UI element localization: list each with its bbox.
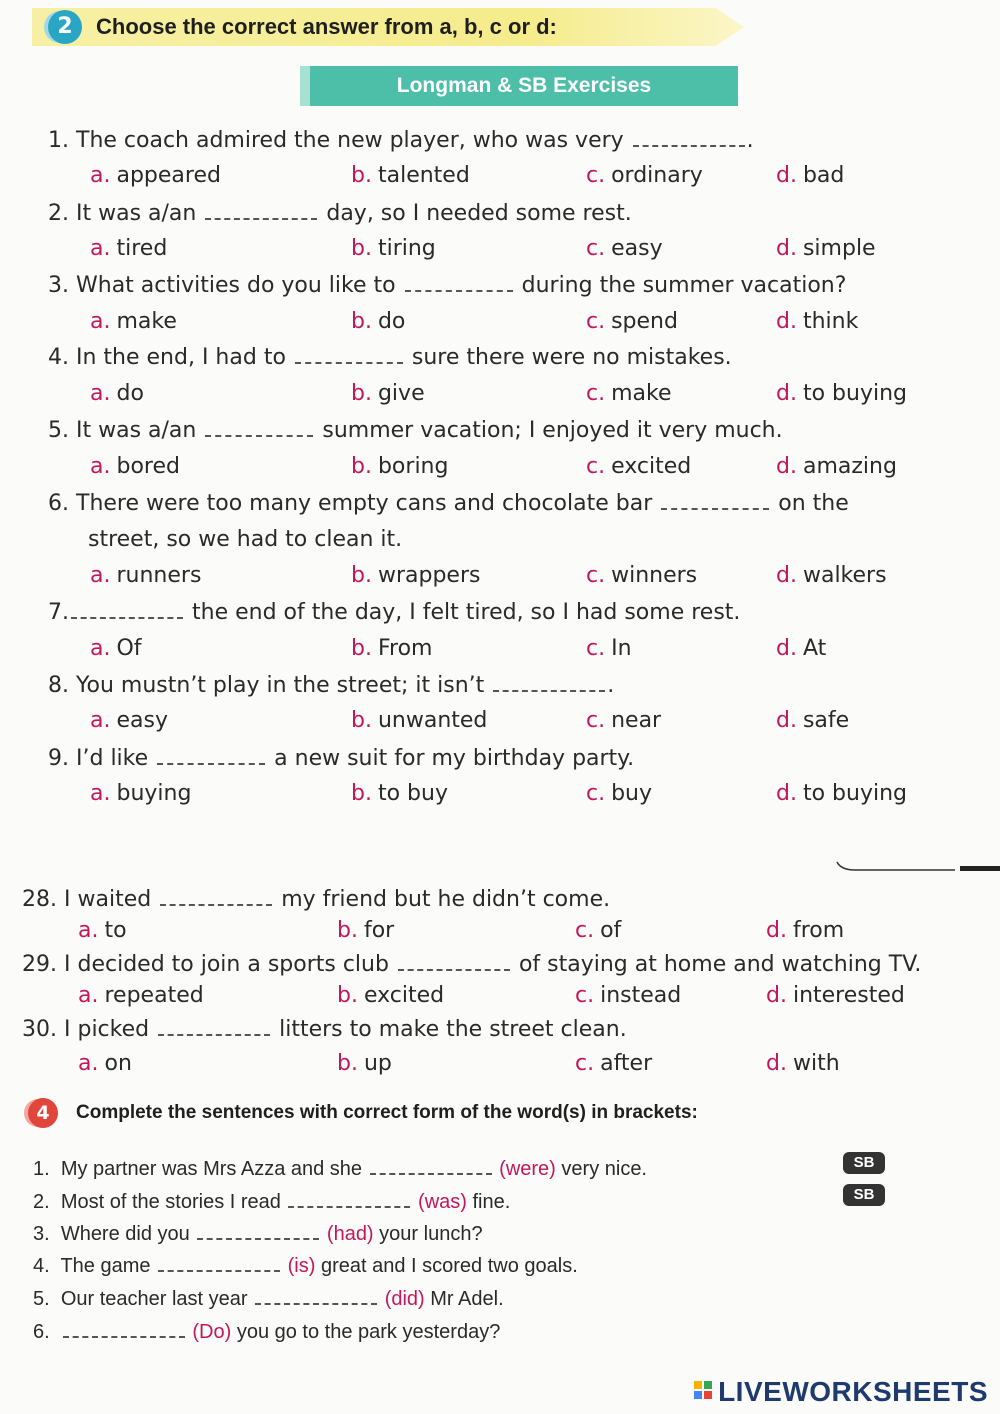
question-text: 30. I picked litters to make the street clean.	[22, 1017, 627, 1042]
liveworksheets-logo: LIVEWORKSHEETS	[694, 1376, 988, 1408]
option-c[interactable]: c. buy	[586, 781, 653, 806]
answer-blank[interactable]	[370, 1155, 492, 1175]
question-text: 1. The coach admired the new player, who was very .	[48, 128, 754, 153]
question-text: 8. You mustn’t play in the street; it isn’t .	[48, 673, 615, 698]
option-a[interactable]: a. runners	[90, 563, 202, 588]
option-a[interactable]: a. do	[90, 381, 144, 406]
option-a[interactable]: a. appeared	[90, 163, 221, 188]
option-d[interactable]: d. from	[766, 918, 845, 943]
option-c[interactable]: c. In	[586, 636, 632, 661]
option-c[interactable]: c. of	[575, 918, 622, 943]
answer-blank[interactable]	[405, 272, 513, 292]
option-c[interactable]: c. winners	[586, 563, 698, 588]
section-divider	[835, 858, 1000, 872]
option-a[interactable]: a. buying	[90, 781, 192, 806]
sentence-1: 1. My partner was Mrs Azza and she (were) very nice.	[33, 1155, 647, 1181]
answer-blank[interactable]	[158, 1252, 280, 1272]
sb-badge: SB	[843, 1152, 885, 1174]
answer-blank[interactable]	[398, 951, 510, 971]
answer-blank[interactable]	[633, 127, 745, 147]
option-d[interactable]: d. bad	[776, 163, 845, 188]
question-text-line-2: street, so we had to clean it.	[88, 527, 403, 552]
option-a[interactable]: a. bored	[90, 454, 180, 479]
option-c[interactable]: c. instead	[575, 983, 682, 1008]
question-text: 4. In the end, I had to sure there were no mistakes.	[48, 345, 732, 370]
option-b[interactable]: b. tiring	[351, 236, 436, 261]
sentence-5: 5. Our teacher last year (did) Mr Adel.	[33, 1285, 504, 1311]
option-d[interactable]: d. At	[776, 636, 827, 661]
option-a[interactable]: a. make	[90, 309, 177, 334]
answer-blank[interactable]	[255, 1285, 377, 1305]
option-b[interactable]: b. boring	[351, 454, 449, 479]
question-text: 3. What activities do you like to during the summer vacation?	[48, 273, 847, 298]
option-d[interactable]: d. to buying	[776, 781, 907, 806]
option-d[interactable]: d. interested	[766, 983, 905, 1008]
option-b[interactable]: b. talented	[351, 163, 470, 188]
option-d[interactable]: d. simple	[776, 236, 876, 261]
option-a[interactable]: a. easy	[90, 708, 168, 733]
option-d[interactable]: d. walkers	[776, 563, 887, 588]
option-b[interactable]: b. to buy	[351, 781, 448, 806]
option-b[interactable]: b. wrappers	[351, 563, 481, 588]
question-text: 29. I decided to join a sports club of staying at home and watching TV.	[22, 952, 922, 977]
option-b[interactable]: b. From	[351, 636, 433, 661]
answer-blank[interactable]	[157, 745, 265, 765]
answer-blank[interactable]	[288, 1188, 410, 1208]
option-c[interactable]: c. excited	[586, 454, 692, 479]
option-b[interactable]: b. excited	[337, 983, 445, 1008]
answer-blank[interactable]	[205, 417, 313, 437]
question-text: 7. the end of the day, I felt tired, so I had some rest.	[48, 600, 741, 625]
option-d[interactable]: d. safe	[776, 708, 850, 733]
answer-blank[interactable]	[160, 886, 272, 906]
sentence-2: 2. Most of the stories I read (was) fine.	[33, 1188, 510, 1214]
option-b[interactable]: b. unwanted	[351, 708, 488, 733]
option-d[interactable]: d. to buying	[776, 381, 907, 406]
sentence-4: 4. The game (is) great and I scored two goals.	[33, 1252, 578, 1278]
option-b[interactable]: b. do	[351, 309, 406, 334]
option-a[interactable]: a. to	[78, 918, 127, 943]
question-text: 28. I waited my friend but he didn’t come.	[22, 887, 611, 912]
question-text: 2. It was a/an day, so I needed some rest.	[48, 201, 632, 226]
option-b[interactable]: b. for	[337, 918, 395, 943]
option-a[interactable]: a. on	[78, 1051, 132, 1076]
option-d[interactable]: d. amazing	[776, 454, 897, 479]
option-c[interactable]: c. near	[586, 708, 662, 733]
section-4-title: Complete the sentences with correct form of the word(s) in brackets:	[76, 1102, 698, 1123]
answer-blank[interactable]	[493, 672, 605, 692]
option-c[interactable]: c. spend	[586, 309, 678, 334]
option-d[interactable]: d. with	[766, 1051, 840, 1076]
option-a[interactable]: a. tired	[90, 236, 168, 261]
option-b[interactable]: b. give	[351, 381, 425, 406]
option-b[interactable]: b. up	[337, 1051, 392, 1076]
question-text: 5. It was a/an summer vacation; I enjoyed it very much.	[48, 418, 783, 443]
option-c[interactable]: c. make	[586, 381, 672, 406]
section-number-badge: 4	[28, 1098, 58, 1128]
option-a[interactable]: a. repeated	[78, 983, 204, 1008]
answer-blank[interactable]	[158, 1016, 270, 1036]
option-c[interactable]: c. ordinary	[586, 163, 703, 188]
sb-badge: SB	[843, 1184, 885, 1206]
answer-blank[interactable]	[295, 344, 403, 364]
answer-blank[interactable]	[661, 490, 769, 510]
option-c[interactable]: c. easy	[586, 236, 663, 261]
option-c[interactable]: c. after	[575, 1051, 653, 1076]
question-text: 9. I’d like a new suit for my birthday party.	[48, 746, 635, 771]
exercises-ribbon: Longman & SB Exercises	[310, 66, 738, 106]
sentence-3: 3. Where did you (had) your lunch?	[33, 1220, 483, 1246]
section-number-badge: 2	[48, 10, 82, 44]
logo-icon	[694, 1381, 714, 1403]
answer-blank[interactable]	[71, 599, 183, 619]
question-text: 6. There were too many empty cans and chocolate bar on the	[48, 491, 849, 516]
option-d[interactable]: d. think	[776, 309, 859, 334]
answer-blank[interactable]	[63, 1318, 185, 1338]
answer-blank[interactable]	[205, 200, 317, 220]
answer-blank[interactable]	[197, 1220, 319, 1240]
option-a[interactable]: a. Of	[90, 636, 142, 661]
section-2-title: Choose the correct answer from a, b, c or d:	[96, 14, 557, 39]
sentence-6: 6. (Do) you go to the park yesterday?	[33, 1318, 500, 1344]
